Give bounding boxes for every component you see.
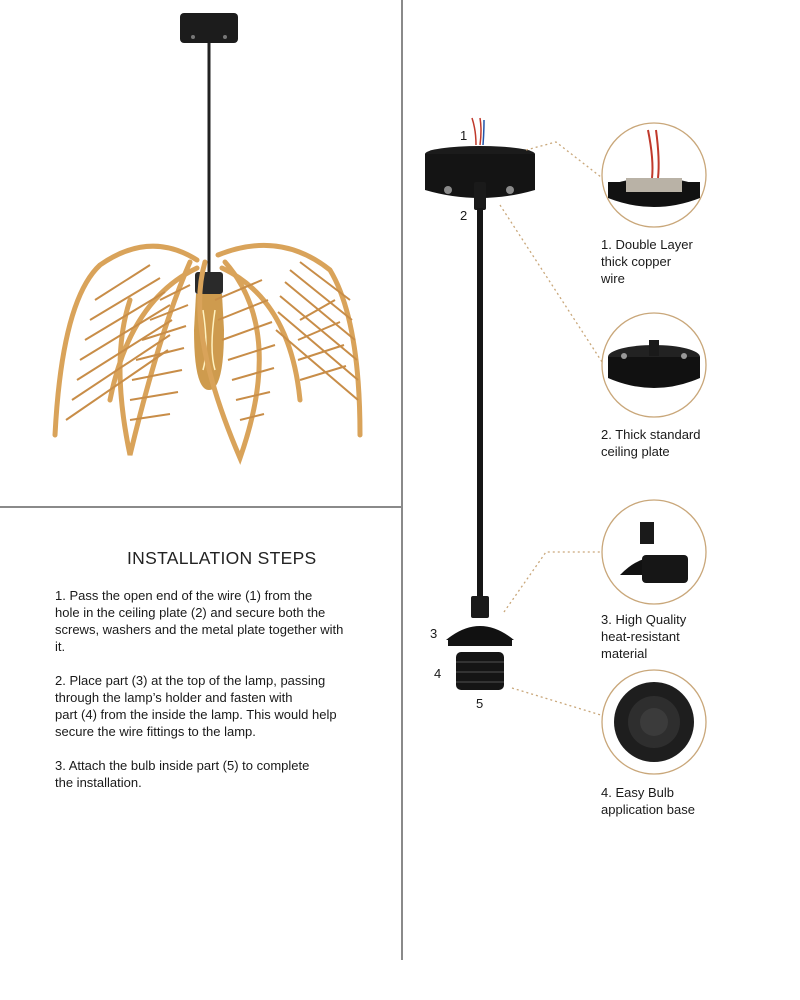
vertical-divider: [401, 0, 403, 960]
part-number-4: 4: [434, 666, 442, 681]
feature-caption-2: 2. Thick standard ceiling plate: [601, 427, 701, 459]
callout-3: [602, 500, 706, 604]
callout-4: [602, 670, 706, 774]
part-number-3: 3: [430, 626, 438, 641]
installation-step-1: 1. Pass the open end of the wire (1) from the hole in the ceiling plate (2) and secure both the screws, washers and the metal plate together with it.: [55, 588, 344, 654]
installation-steps: [55, 548, 385, 808]
part-number-5: 5: [476, 696, 484, 711]
installation-title: INSTALLATION STEPS: [127, 548, 317, 568]
pendant-kit-diagram: [404, 0, 800, 1000]
wire-ends: [472, 118, 481, 145]
feature-caption-1: 1. Double Layer thick copper wire: [601, 237, 693, 286]
part-number-1: 1: [460, 128, 468, 143]
lamp-holder-cap: [446, 626, 514, 640]
feature-caption-3: 3. High Quality heat-resistant material: [601, 612, 687, 661]
horizontal-divider: [0, 506, 402, 508]
callout-1: [602, 123, 706, 227]
rattan-pendant-lamp-image: [0, 0, 400, 500]
feature-caption-4: 4. Easy Bulb application base: [601, 785, 695, 817]
canopy: [180, 13, 238, 43]
pendant-rod: [477, 208, 483, 598]
installation-step-2: 2. Place part (3) at the top of the lamp, passing through the lamp’s holder and fasten with part (4) from the inside the lamp. This would help secure the wire fittings to the lamp.: [55, 673, 337, 739]
callout-2: [602, 313, 706, 417]
part-number-2: 2: [460, 208, 468, 223]
installation-step-3: 3. Attach the bulb inside part (5) to complete the installation.: [55, 758, 310, 790]
